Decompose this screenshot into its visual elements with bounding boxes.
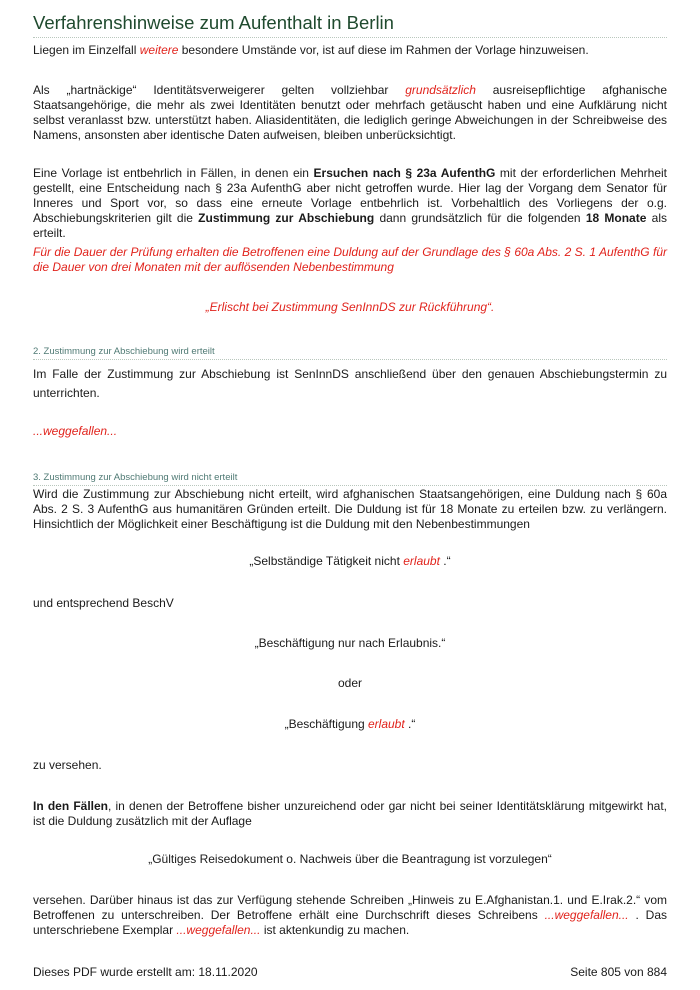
text-segment: Liegen im Einzelfall — [33, 43, 140, 57]
quote-beschaeftigung-erlaubt — [33, 717, 667, 732]
paragraph-zustimmung-nicht-erteilt: Wird die Zustimmung zur Abschiebung nicht erteilt, wird afghanischen Staatsangehörigen, eine Duldung nach § 60a Abs. 2 S. 3 AufenthG aus humanitären Gründen erteilt. Die Duldung ist für 18 Monate zu erteilen bzw. zu verlängern. Hinsichtlich der Möglichkeit einer Beschäftigung ist die Duldung mit den Nebenbestimmungen — [33, 487, 667, 531]
highlight-text: ...weggefallen... — [544, 908, 629, 922]
removed-text: ...weggefallen... — [33, 424, 118, 438]
text-segment: Eine Vorlage ist entbehrlich in Fällen, in denen ein — [33, 166, 314, 180]
text-segment: .“ — [404, 717, 416, 731]
quote-reisedokument: „Gültiges Reisedokument o. Nachweis über die Beantragung ist vorzulegen“ — [148, 852, 552, 866]
quote-erlischt: „Erlischt bei Zustimmung SenInnDS zur Rückführung“. — [205, 300, 495, 314]
highlight-text: ...weggefallen... — [176, 923, 261, 937]
paragraph-einzelfall — [33, 43, 667, 58]
text-segment: „Selbständige Tätigkeit nicht — [249, 554, 404, 568]
footer-page-number: Seite 805 von 884 — [570, 965, 667, 979]
quote-selbstaendige-taetigkeit — [33, 554, 667, 569]
footer-created-date: Dieses PDF wurde erstellt am: 18.11.2020 — [33, 965, 258, 979]
text-segment: ausreisepflichtige afghanische Staatsangehörige, die mehr als zwei Identitäten benutzt oder mehrfach getäuscht haben und eine Aufklärung nicht selbst veranlasst bzw. unterstützt haben. Aliasidentitäten, die lediglich geringe Abweichungen in der Schreibweise des Namens, ansonsten aber identische Daten aufweisen, bleiben unberücksichtigt. — [33, 83, 667, 142]
page-title: Verfahrenshinweise zum Aufenthalt in Berlin — [33, 12, 667, 38]
text-segment: , in denen der Betroffene bisher unzureichend oder gar nicht bei seiner Identitätsklärung mitgewirkt hat, ist die Duldung zusätzlich mit der Auflage — [33, 799, 668, 828]
text-segment: als erteilt. — [33, 211, 667, 240]
highlight-text: grundsätzlich — [405, 83, 476, 97]
paragraph-pruefung-duldung: Für die Dauer der Prüfung erhalten die Betroffenen eine Duldung auf der Grundlage des § 60a Abs. 2 S. 1 AufenthG für die Dauer von drei Monaten mit der auflösenden Nebenbestimmung — [33, 245, 667, 274]
bold-text: Ersuchen nach § 23a AufenthG — [313, 166, 496, 180]
bold-text: Zustimmung zur Abschiebung — [198, 211, 375, 225]
text-segment: „Beschäftigung — [284, 717, 368, 731]
highlight-text: erlaubt — [403, 554, 440, 568]
text-segment: . Das unterschriebene Exemplar — [33, 908, 667, 937]
text-oder: oder — [337, 676, 363, 690]
bold-text: 18 Monate — [585, 211, 647, 225]
text-segment: versehen. Darüber hinaus ist das zur Verfügung stehende Schreiben „Hinweis zu E.Afghanistan.1. und E.Irak.2.“ vom Betroffenen zu unterschreiben. Der Betroffene erhält eine Durchschrift dieses Schreibens — [33, 893, 667, 922]
paragraph-zustimmung-erteilt: Im Falle der Zustimmung zur Abschiebung ist SenInnDS anschließend über den genauen Abschiebungstermin zu unterrichten. — [33, 367, 667, 400]
paragraph-in-den-faellen — [33, 799, 667, 829]
paragraph-identitaetsverweigerer — [33, 83, 667, 143]
bold-text: In den Fällen — [33, 799, 108, 813]
text-segment: dann grundsätzlich für die folgenden — [374, 211, 586, 225]
section-heading-zustimmung-nicht-erteilt: 3. Zustimmung zur Abschiebung wird nicht erteilt — [33, 472, 667, 486]
highlight-text: weitere — [139, 43, 179, 57]
paragraph-vorlage-entbehrlich — [33, 166, 667, 241]
text-segment: ist aktenkundig zu machen. — [260, 923, 410, 937]
text-segment: mit der erforderlichen Mehrheit gestellt, eine Entscheidung nach § 23a AufenthG aber nicht getroffen wurde. Hier lag der Vorgang dem Senator für Inneres und Sport vor, so dass eine erneute Vorlage entbehrlich ist. Vorbehaltlich des Vorliegens der o.g. Abschiebungskriterien gilt die — [33, 166, 668, 225]
text-segment: besondere Umstände vor, ist auf diese im Rahmen der Vorlage hinzuweisen. — [178, 43, 589, 57]
paragraph-beschv: und entsprechend BeschV — [33, 596, 174, 610]
paragraph-zu-versehen: zu versehen. — [33, 758, 102, 772]
section-heading-zustimmung-erteilt: 2. Zustimmung zur Abschiebung wird erteilt — [33, 346, 667, 360]
paragraph-versehen-schreiben — [33, 893, 667, 938]
text-segment: .“ — [439, 554, 451, 568]
quote-beschaeftigung-erlaubnis: „Beschäftigung nur nach Erlaubnis.“ — [254, 636, 446, 650]
highlight-text: erlaubt — [368, 717, 405, 731]
text-segment: Als „hartnäckige“ Identitätsverweigerer gelten vollziehbar — [33, 83, 406, 97]
